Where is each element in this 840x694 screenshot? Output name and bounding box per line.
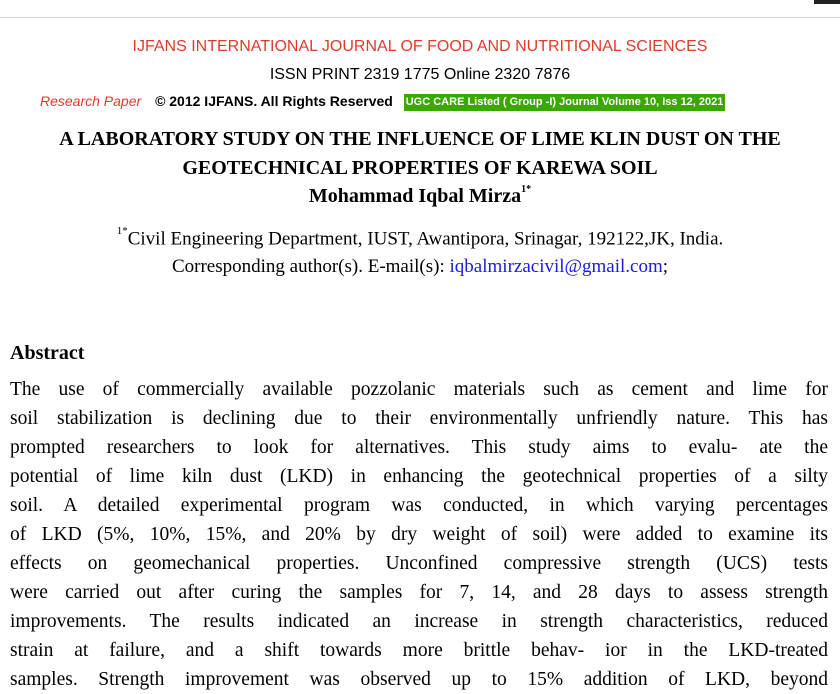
ugc-care-badge: UGC CARE Listed ( Group -I) Journal Volume 10, Iss 12, 2021 xyxy=(404,94,726,111)
author-email-link[interactable]: iqbalmirzacivil@gmail.com xyxy=(449,256,663,277)
abstract-line: strain at failure, and a shift towards more brittle behav- ior in the LKD-treated xyxy=(10,640,828,661)
affiliation-text: Civil Engineering Department, IUST, Awantipora, Srinagar, 192122,JK, India. xyxy=(127,228,724,250)
paper-title-line-1: A LABORATORY STUDY ON THE INFLUENCE OF LIME KLIN DUST ON THE xyxy=(59,128,781,150)
corresponding-label: Corresponding author(s). E-mail(s): xyxy=(171,256,445,277)
abstract-line: potential of lime kiln dust (LKD) in enhancing the geotechnical properties of a silty xyxy=(10,466,828,487)
author-line xyxy=(0,185,840,208)
affiliation-marker: 1* xyxy=(116,225,128,237)
abstract-body xyxy=(10,375,828,694)
copyright-notice: © 2012 IJFANS. All Rights Reserved xyxy=(155,93,393,109)
abstract-line: prompted researchers to look for alternatives. This study aims to evalu- ate the xyxy=(10,437,828,458)
abstract-line: improvements. The results indicated an increase in strength characteristics, reduced xyxy=(10,611,828,632)
paper-title-line-2: GEOTECHNICAL PROPERTIES OF KAREWA SOIL xyxy=(182,157,658,179)
abstract-line: soil. A detailed experimental program was conducted, in which varying percentages xyxy=(10,495,828,516)
corresponding-line xyxy=(0,256,840,278)
abstract-line: of LKD (5%, 10%, 15%, and 20% by dry weight of soil) were added to examine its xyxy=(10,524,828,545)
issn-line: ISSN PRINT 2319 1775 Online 2320 7876 xyxy=(269,66,571,83)
abstract-line: samples. Strength improvement was observed up to 15% addition of LKD, beyond xyxy=(10,669,828,690)
abstract-line: were carried out after curing the samples for 7, 14, and 28 days to assess strength xyxy=(10,582,828,603)
corner-mark xyxy=(814,0,840,4)
abstract-line: soil stabilization is declining due to their environmentally unfriendly nature. This has xyxy=(10,408,828,429)
author-name: Mohammad Iqbal Mirza xyxy=(308,185,522,207)
abstract-line: The use of commercially available pozzolanic materials such as cement and lime for xyxy=(10,379,828,400)
abstract-line: effects on geomechanical properties. Unconfined compressive strength (UCS) tests xyxy=(10,553,828,574)
email-suffix: ; xyxy=(662,256,669,277)
meta-line xyxy=(40,93,725,109)
affiliation-line xyxy=(0,225,840,250)
research-paper-label: Research Paper xyxy=(40,93,142,109)
page-top-rule xyxy=(0,0,840,18)
journal-name: IJFANS INTERNATIONAL JOURNAL OF FOOD AND NUTRITIONAL SCIENCES xyxy=(132,38,708,55)
author-note: 1* xyxy=(521,184,532,196)
abstract-heading: Abstract xyxy=(10,342,85,364)
